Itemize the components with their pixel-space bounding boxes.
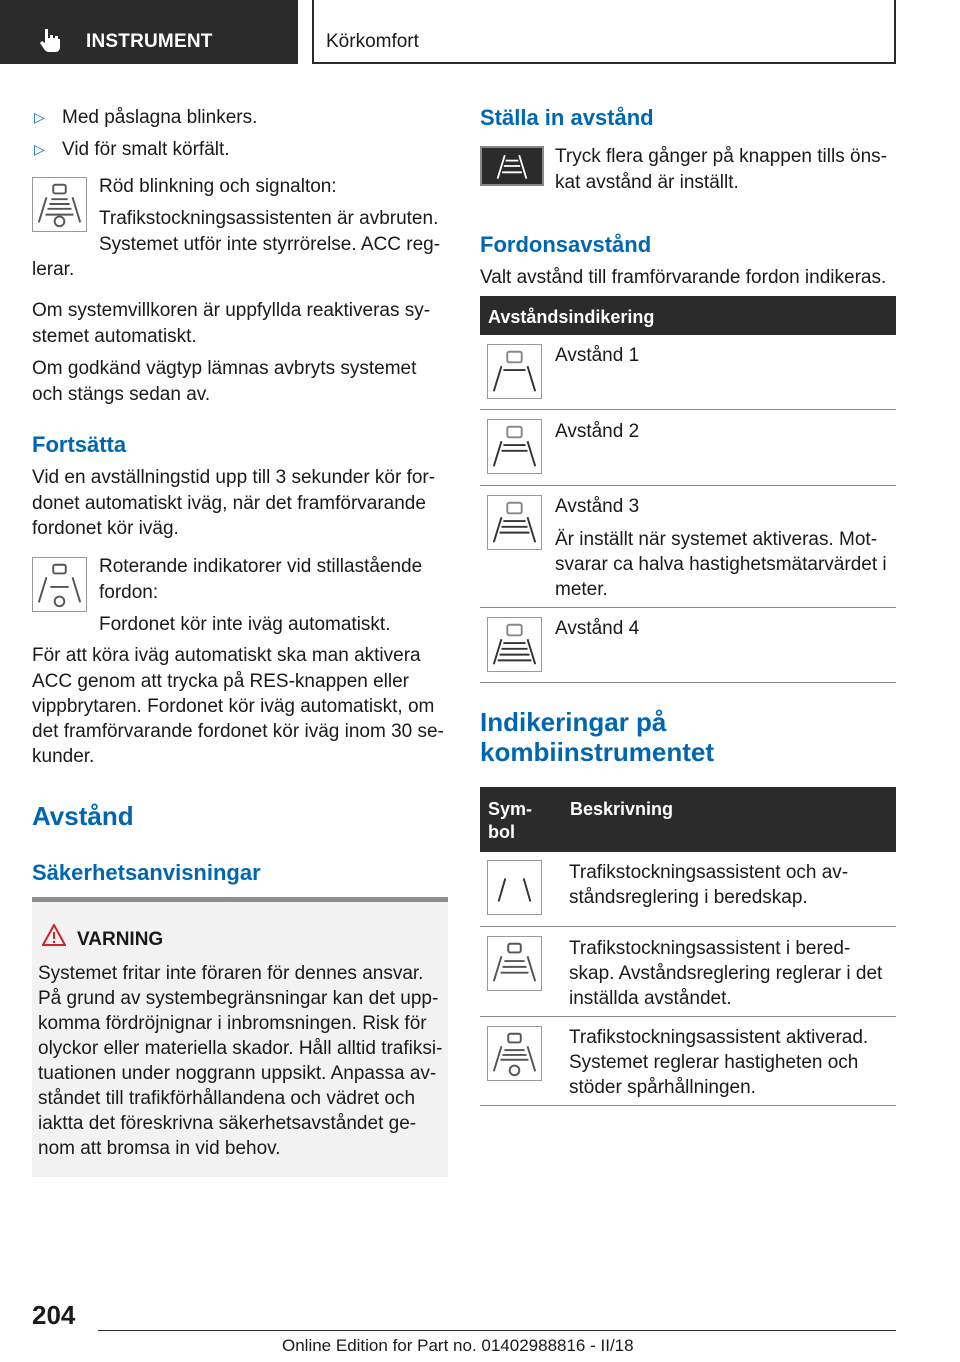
indications-heading: Indikeringar på	[480, 707, 667, 737]
distance-2-label: Avstånd 2	[555, 421, 640, 442]
safety-heading: Säkerhetsanvisningar	[32, 860, 261, 885]
distance-2-icon	[487, 419, 542, 474]
distance-4-label: Avstånd 4	[555, 618, 640, 639]
traffic-jam-assistant-icon	[32, 177, 87, 232]
table-divider	[480, 1016, 896, 1017]
set-distance-heading: Ställa in avstånd	[480, 105, 654, 130]
hand-pointer-icon	[36, 26, 64, 54]
lane-lines-icon	[487, 860, 542, 915]
triangle-bullet-icon: ▷	[34, 141, 45, 157]
distance-3-icon	[487, 495, 542, 550]
red-blink-label: Röd blinkning och signalton:	[99, 176, 337, 197]
table-divider	[480, 607, 896, 608]
warning-title: VARNING	[77, 929, 164, 950]
vehicle-distance-heading: Fordonsavstånd	[480, 232, 652, 257]
indications-heading-2: kombiinstrumentet	[480, 737, 715, 767]
distance-1-label: Avstånd 1	[555, 345, 640, 366]
triangle-bullet-icon: ▷	[34, 109, 45, 125]
chapter-title: Körkomfort	[326, 31, 419, 52]
edition-text: Online Edition for Part no. 01402988816 - II/18	[282, 1336, 634, 1355]
warning-box: VARNING Systemet fritar inte föraren för dennes ansvar. På grund av systembegränsningar kan det upp- komma fördröjnignar i inbromsningen. Risk för olyckor eller materiella skador. Håll alltid trafiksi- tuationen under noggrann uppsikt. Anpassa av- ståndet till trafikförhållandena och vädret och iaktta det föreskrivna säkerhetsavståndet ge- nom att bromsa in vid behov.	[32, 897, 448, 1177]
table-divider	[480, 485, 896, 486]
table-divider	[480, 409, 896, 410]
continue-heading: Fortsätta	[32, 432, 127, 457]
jam-assist-standby-icon	[487, 936, 542, 991]
distance-4-icon	[487, 617, 542, 672]
distance-button-icon	[480, 146, 544, 186]
table-divider	[480, 926, 896, 927]
table-divider	[480, 682, 896, 683]
indications-table-header: Sym- bol Beskrivning	[480, 787, 896, 852]
distance-1-icon	[487, 344, 542, 399]
distance-table-header: Avståndsindikering	[480, 296, 896, 335]
jam-assist-active-icon	[487, 1026, 542, 1081]
standstill-indicator-icon	[32, 557, 87, 612]
page-number: 204	[32, 1300, 76, 1330]
warning-triangle-icon	[42, 924, 66, 946]
section-tab	[0, 0, 298, 64]
distance-3-label: Avstånd 3	[555, 496, 640, 517]
distance-heading: Avstånd	[32, 801, 134, 831]
table-divider	[480, 1105, 896, 1106]
chapter-tab	[312, 0, 896, 64]
footer-rule	[98, 1330, 896, 1331]
section-title: INSTRUMENT	[86, 31, 213, 52]
